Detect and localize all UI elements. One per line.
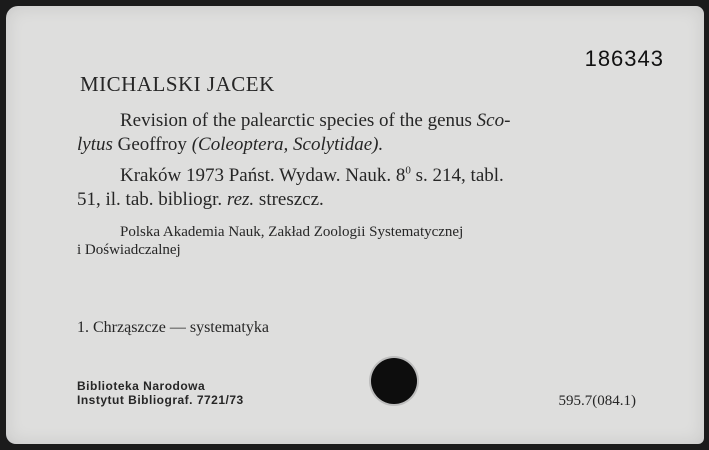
accession-number: 186343 (584, 46, 664, 71)
imprint-line-2 (77, 188, 324, 212)
imprint-text: Kraków 1973 Państ. Wydaw. Nauk. 8 (120, 165, 406, 186)
imprint-text: s. 214, tabl. (410, 165, 504, 186)
author-heading: MICHALSKI JACEK (80, 72, 275, 96)
title-line-1 (120, 109, 510, 133)
classification-number: 595.7(084.1) (558, 393, 636, 409)
imprint-line-1 (120, 164, 504, 188)
imprint-text-italic: rez. (226, 189, 255, 210)
institution-line-2: i Doświadczalnej (77, 242, 181, 258)
title-line-2 (77, 133, 383, 157)
punch-hole (371, 358, 417, 404)
title-text: Revision of the palearctic species of the genus (120, 110, 477, 131)
imprint-text: 51, il. tab. bibliogr. (77, 189, 227, 210)
library-institute: Instytut Bibliograf. 7721/73 (77, 393, 244, 407)
title-text-italic: Sco- (476, 110, 511, 131)
institution-line-1: Polska Akademia Nauk, Zakład Zoologii Systematycznej (120, 224, 464, 240)
title-text: Geoffroy (112, 134, 192, 155)
title-text-italic: lytus (77, 134, 113, 155)
title-text-italic: (Coleoptera, Scolytidae). (191, 134, 384, 155)
library-name: Biblioteka Narodowa (77, 379, 206, 393)
catalog-card (6, 6, 704, 444)
subject-heading: 1. Chrząszcze — systematyka (77, 319, 269, 336)
imprint-text: streszcz. (254, 189, 324, 210)
format-superscript: 0 (405, 164, 411, 177)
